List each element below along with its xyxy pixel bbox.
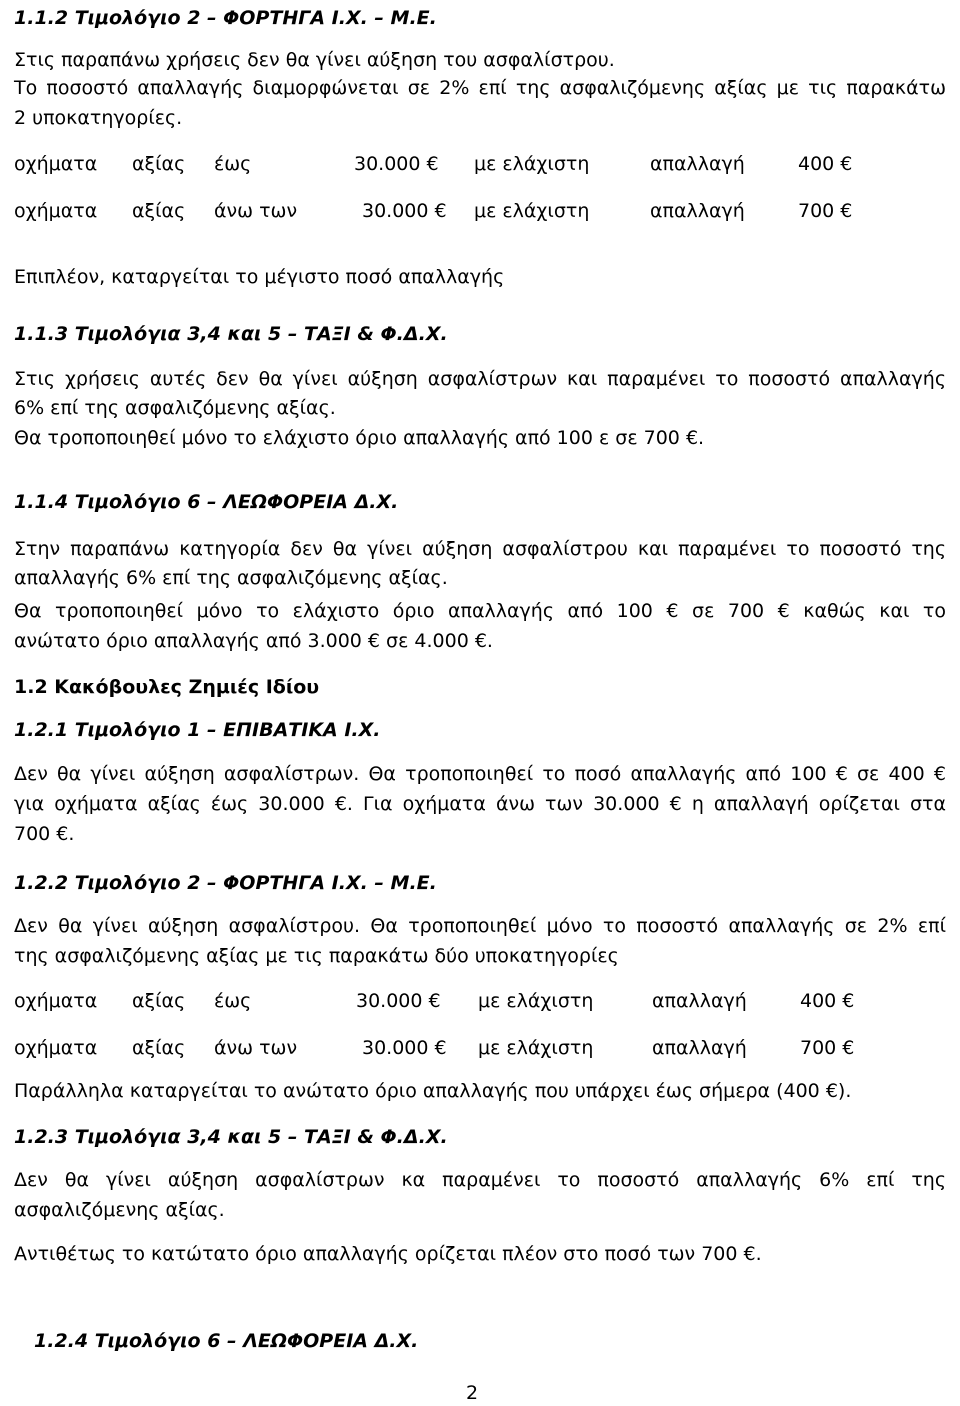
paragraph: Παράλληλα καταργείται το ανώτατο όριο απαλλαγής που υπάρχει έως σήμερα (400 €).	[14, 1080, 852, 1102]
cell: απαλλαγή	[652, 1037, 747, 1059]
section-heading-1-2: 1.2 Κακόβουλες Ζημιές Ιδίου	[14, 676, 320, 698]
paragraph: Δεν θα γίνει αύξηση ασφαλίστρων. Θα τροποποιηθεί το ποσό απαλλαγής από 100 € σε 400 €	[14, 763, 946, 785]
section-heading-1-1-3: 1.1.3 Τιμολόγια 3,4 και 5 – ΤΑΞΙ & Φ.Δ.Χ.	[14, 323, 448, 345]
paragraph: Αντιθέτως το κατώτατο όριο απαλλαγής ορίζεται πλέον στο ποσό των 700 €.	[14, 1243, 762, 1265]
paragraph: απαλλαγής 6% επί της ασφαλιζόμενης αξίας.	[14, 567, 448, 589]
cell: 700 €	[798, 200, 853, 222]
cell: απαλλαγή	[652, 990, 747, 1012]
cell: οχήματα	[14, 153, 98, 175]
cell: με ελάχιστη	[478, 990, 594, 1012]
paragraph: Επιπλέον, καταργείται το μέγιστο ποσό απαλλαγής	[14, 266, 505, 288]
cell: απαλλαγή	[650, 153, 745, 175]
cell: έως	[214, 990, 252, 1012]
paragraph: ανώτατο όριο απαλλαγής από 3.000 € σε 4.000 €.	[14, 630, 493, 652]
cell: οχήματα	[14, 990, 98, 1012]
section-heading-1-2-4: 1.2.4 Τιμολόγιο 6 – ΛΕΩΦΟΡΕΙΑ Δ.Χ.	[34, 1330, 419, 1352]
paragraph: Στις χρήσεις αυτές δεν θα γίνει αύξηση ασφαλίστρων και παραμένει το ποσοστό απαλλαγής	[14, 368, 946, 390]
cell: αξίας	[132, 153, 186, 175]
cell: άνω των	[214, 1037, 298, 1059]
cell: με ελάχιστη	[478, 1037, 594, 1059]
paragraph: για οχήματα αξίας έως 30.000 €. Για οχήματα άνω των 30.000 € η απαλλαγή ορίζεται στα	[14, 793, 946, 815]
cell: 30.000 €	[356, 990, 441, 1012]
cell: 30.000 €	[362, 1037, 447, 1059]
paragraph: Στις παραπάνω χρήσεις δεν θα γίνει αύξηση του ασφαλίστρου.	[14, 49, 615, 71]
paragraph: Θα τροποποιηθεί μόνο το ελάχιστο όριο απαλλαγής από 100 ε σε 700 €.	[14, 427, 705, 449]
section-heading-1-2-2: 1.2.2 Τιμολόγιο 2 – ΦΟΡΤΗΓΑ Ι.Χ. – Μ.Ε.	[14, 872, 437, 894]
paragraph: της ασφαλιζόμενης αξίας με τις παρακάτω δύο υποκατηγορίες	[14, 945, 619, 967]
paragraph: Θα τροποποιηθεί μόνο το ελάχιστο όριο απαλλαγής από 100 € σε 700 € καθώς και το	[14, 600, 946, 622]
cell: 400 €	[800, 990, 855, 1012]
cell: αξίας	[132, 200, 186, 222]
cell: αξίας	[132, 990, 186, 1012]
cell: με ελάχιστη	[474, 200, 590, 222]
section-heading-1-1-4: 1.1.4 Τιμολόγιο 6 – ΛΕΩΦΟΡΕΙΑ Δ.Χ.	[14, 491, 399, 513]
paragraph: Το ποσοστό απαλλαγής διαμορφώνεται σε 2% επί της ασφαλιζόμενης αξίας με τις παρακάτω	[14, 77, 946, 99]
section-heading-1-2-1: 1.2.1 Τιμολόγιο 1 – ΕΠΙΒΑΤΙΚΑ Ι.Χ.	[14, 719, 381, 741]
page-number: 2	[466, 1382, 479, 1404]
cell: 700 €	[800, 1037, 855, 1059]
section-heading-1-2-3: 1.2.3 Τιμολόγια 3,4 και 5 – ΤΑΞΙ & Φ.Δ.Χ.	[14, 1126, 448, 1148]
paragraph: Δεν θα γίνει αύξηση ασφαλίστρων κα παραμένει το ποσοστό απαλλαγής 6% επί της	[14, 1169, 946, 1191]
section-heading-1-1-2a: 1.1.2 Τιμολόγιο 2 – ΦΟΡΤΗΓΑ Ι.Χ. – Μ.Ε.	[14, 7, 437, 29]
paragraph: 2 υποκατηγορίες.	[14, 107, 183, 129]
paragraph: 700 €.	[14, 823, 75, 845]
cell: οχήματα	[14, 200, 98, 222]
paragraph: ασφαλιζόμενης αξίας.	[14, 1199, 225, 1221]
paragraph: Δεν θα γίνει αύξηση ασφαλίστρου. Θα τροποποιηθεί μόνο το ποσοστό απαλλαγής σε 2% επί	[14, 915, 946, 937]
cell: οχήματα	[14, 1037, 98, 1059]
cell: με ελάχιστη	[474, 153, 590, 175]
paragraph: 6% επί της ασφαλιζόμενης αξίας.	[14, 397, 336, 419]
cell: 30.000 €	[354, 153, 439, 175]
cell: 30.000 €	[362, 200, 447, 222]
cell: απαλλαγή	[650, 200, 745, 222]
cell: αξίας	[132, 1037, 186, 1059]
paragraph: Στην παραπάνω κατηγορία δεν θα γίνει αύξηση ασφαλίστρου και παραμένει το ποσοστό της	[14, 538, 946, 560]
cell: άνω των	[214, 200, 298, 222]
cell: έως	[214, 153, 252, 175]
cell: 400 €	[798, 153, 853, 175]
